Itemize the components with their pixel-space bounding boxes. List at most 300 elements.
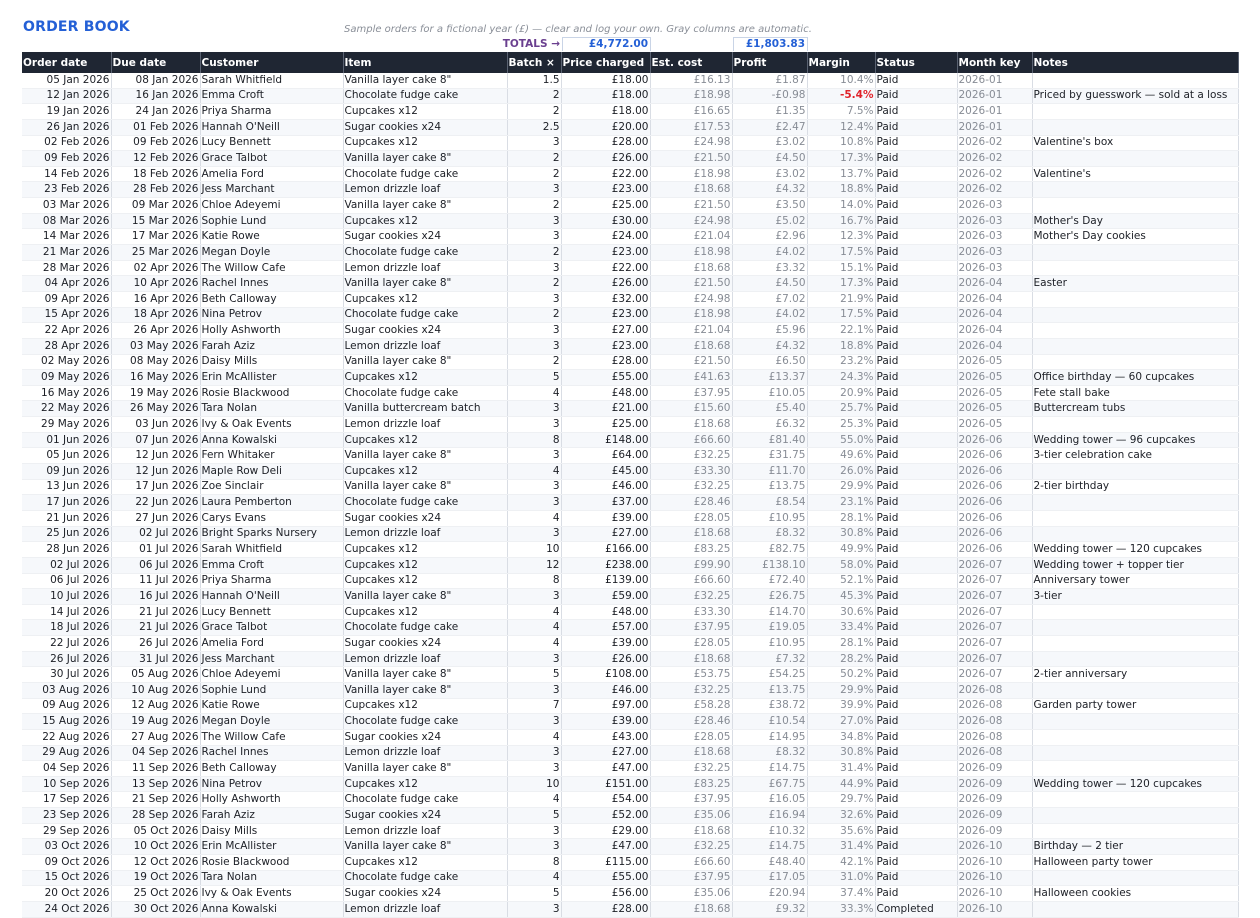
profit-cell[interactable]: £10.54: [732, 714, 807, 730]
est-cost-cell[interactable]: £58.28: [650, 698, 732, 714]
est-cost-cell[interactable]: £37.95: [650, 385, 732, 401]
margin-cell[interactable]: 17.5%: [807, 245, 875, 261]
margin-cell[interactable]: 30.8%: [807, 526, 875, 542]
item-cell[interactable]: Vanilla layer cake 8": [343, 761, 507, 777]
est-cost-cell[interactable]: £21.50: [650, 151, 732, 167]
notes-cell[interactable]: [1032, 714, 1238, 730]
status-cell[interactable]: Paid: [875, 432, 957, 448]
status-cell[interactable]: Paid: [875, 448, 957, 464]
est-cost-cell[interactable]: £37.95: [650, 870, 732, 886]
col-header-est-cost[interactable]: Est. cost: [650, 52, 732, 73]
batch-cell[interactable]: 4: [507, 792, 561, 808]
item-cell[interactable]: Sugar cookies x24: [343, 119, 507, 135]
due-date-cell[interactable]: 03 May 2026: [111, 338, 200, 354]
order-date-cell[interactable]: 18 Jul 2026: [22, 620, 111, 636]
batch-cell[interactable]: 4: [507, 604, 561, 620]
month-key-cell[interactable]: 2026-04: [957, 276, 1032, 292]
order-date-cell[interactable]: 09 May 2026: [22, 370, 111, 386]
order-date-cell[interactable]: 03 Mar 2026: [22, 198, 111, 214]
due-date-cell[interactable]: 26 May 2026: [111, 401, 200, 417]
est-cost-cell[interactable]: £32.25: [650, 589, 732, 605]
est-cost-cell[interactable]: £28.05: [650, 729, 732, 745]
batch-cell[interactable]: 5: [507, 886, 561, 902]
item-cell[interactable]: Vanilla layer cake 8": [343, 354, 507, 370]
margin-cell[interactable]: 21.9%: [807, 291, 875, 307]
notes-cell[interactable]: Mother's Day cookies: [1032, 229, 1238, 245]
margin-cell[interactable]: 18.8%: [807, 338, 875, 354]
due-date-cell[interactable]: 13 Sep 2026: [111, 776, 200, 792]
margin-cell[interactable]: 44.9%: [807, 776, 875, 792]
margin-cell[interactable]: 14.0%: [807, 198, 875, 214]
notes-cell[interactable]: 2-tier birthday: [1032, 479, 1238, 495]
item-cell[interactable]: Cupcakes x12: [343, 464, 507, 480]
margin-cell[interactable]: 7.5%: [807, 104, 875, 120]
notes-cell[interactable]: Priced by guesswork — sold at a loss: [1032, 88, 1238, 104]
order-date-cell[interactable]: 09 Aug 2026: [22, 698, 111, 714]
status-cell[interactable]: Paid: [875, 104, 957, 120]
customer-cell[interactable]: Fern Whitaker: [200, 448, 343, 464]
due-date-cell[interactable]: 27 Jun 2026: [111, 510, 200, 526]
profit-cell[interactable]: £3.02: [732, 166, 807, 182]
price-cell[interactable]: £64.00: [561, 448, 650, 464]
est-cost-cell[interactable]: £32.25: [650, 682, 732, 698]
margin-cell[interactable]: 17.3%: [807, 276, 875, 292]
profit-cell[interactable]: £38.72: [732, 698, 807, 714]
month-key-cell[interactable]: 2026-06: [957, 479, 1032, 495]
order-date-cell[interactable]: 10 Sep 2026: [22, 776, 111, 792]
price-cell[interactable]: £23.00: [561, 182, 650, 198]
due-date-cell[interactable]: 10 Apr 2026: [111, 276, 200, 292]
margin-cell[interactable]: 45.3%: [807, 589, 875, 605]
total-profit-cell[interactable]: £1,803.83: [733, 37, 808, 51]
est-cost-cell[interactable]: £35.06: [650, 886, 732, 902]
status-cell[interactable]: Paid: [875, 573, 957, 589]
item-cell[interactable]: Lemon drizzle loaf: [343, 338, 507, 354]
notes-cell[interactable]: [1032, 182, 1238, 198]
due-date-cell[interactable]: 12 Feb 2026: [111, 151, 200, 167]
notes-cell[interactable]: [1032, 198, 1238, 214]
order-date-cell[interactable]: 14 Feb 2026: [22, 166, 111, 182]
order-date-cell[interactable]: 12 Jan 2026: [22, 88, 111, 104]
customer-cell[interactable]: Chloe Adeyemi: [200, 667, 343, 683]
status-cell[interactable]: Paid: [875, 479, 957, 495]
batch-cell[interactable]: 4: [507, 729, 561, 745]
month-key-cell[interactable]: 2026-10: [957, 870, 1032, 886]
profit-cell[interactable]: £5.02: [732, 213, 807, 229]
price-cell[interactable]: £46.00: [561, 479, 650, 495]
customer-cell[interactable]: Rosie Blackwood: [200, 855, 343, 871]
customer-cell[interactable]: Hannah O'Neill: [200, 119, 343, 135]
item-cell[interactable]: Vanilla layer cake 8": [343, 839, 507, 855]
month-key-cell[interactable]: 2026-08: [957, 745, 1032, 761]
status-cell[interactable]: Paid: [875, 651, 957, 667]
notes-cell[interactable]: [1032, 526, 1238, 542]
status-cell[interactable]: Completed: [875, 901, 957, 917]
customer-cell[interactable]: Megan Doyle: [200, 245, 343, 261]
notes-cell[interactable]: Wedding tower + topper tier: [1032, 557, 1238, 573]
month-key-cell[interactable]: 2026-05: [957, 417, 1032, 433]
order-date-cell[interactable]: 15 Oct 2026: [22, 870, 111, 886]
due-date-cell[interactable]: 16 May 2026: [111, 370, 200, 386]
price-cell[interactable]: £27.00: [561, 323, 650, 339]
profit-cell[interactable]: £4.50: [732, 276, 807, 292]
order-date-cell[interactable]: 15 Aug 2026: [22, 714, 111, 730]
month-key-cell[interactable]: 2026-05: [957, 385, 1032, 401]
due-date-cell[interactable]: 08 Jan 2026: [111, 73, 200, 88]
margin-cell[interactable]: 27.0%: [807, 714, 875, 730]
total-price-cell[interactable]: £4,772.00: [562, 37, 651, 51]
price-cell[interactable]: £115.00: [561, 855, 650, 871]
month-key-cell[interactable]: 2026-04: [957, 291, 1032, 307]
notes-cell[interactable]: Buttercream tubs: [1032, 401, 1238, 417]
profit-cell[interactable]: £10.32: [732, 823, 807, 839]
notes-cell[interactable]: [1032, 260, 1238, 276]
order-date-cell[interactable]: 02 Jul 2026: [22, 557, 111, 573]
due-date-cell[interactable]: 12 Aug 2026: [111, 698, 200, 714]
customer-cell[interactable]: Tara Nolan: [200, 870, 343, 886]
price-cell[interactable]: £43.00: [561, 729, 650, 745]
customer-cell[interactable]: Jess Marchant: [200, 182, 343, 198]
status-cell[interactable]: Paid: [875, 855, 957, 871]
month-key-cell[interactable]: 2026-03: [957, 198, 1032, 214]
month-key-cell[interactable]: 2026-10: [957, 855, 1032, 871]
batch-cell[interactable]: 3: [507, 589, 561, 605]
customer-cell[interactable]: Anna Kowalski: [200, 432, 343, 448]
margin-cell[interactable]: 35.6%: [807, 823, 875, 839]
margin-cell[interactable]: 17.3%: [807, 151, 875, 167]
price-cell[interactable]: £48.00: [561, 385, 650, 401]
month-key-cell[interactable]: 2026-05: [957, 370, 1032, 386]
status-cell[interactable]: Paid: [875, 636, 957, 652]
profit-cell[interactable]: £8.32: [732, 526, 807, 542]
notes-cell[interactable]: [1032, 745, 1238, 761]
month-key-cell[interactable]: 2026-06: [957, 432, 1032, 448]
est-cost-cell[interactable]: £21.50: [650, 354, 732, 370]
margin-cell[interactable]: 25.7%: [807, 401, 875, 417]
status-cell[interactable]: Paid: [875, 135, 957, 151]
margin-cell[interactable]: 31.4%: [807, 839, 875, 855]
profit-cell[interactable]: £14.75: [732, 839, 807, 855]
customer-cell[interactable]: Anna Kowalski: [200, 901, 343, 917]
status-cell[interactable]: Paid: [875, 464, 957, 480]
month-key-cell[interactable]: 2026-03: [957, 245, 1032, 261]
profit-cell[interactable]: £7.02: [732, 291, 807, 307]
profit-cell[interactable]: £6.32: [732, 417, 807, 433]
col-header-notes[interactable]: Notes: [1032, 52, 1238, 73]
customer-cell[interactable]: Sophie Lund: [200, 682, 343, 698]
item-cell[interactable]: Sugar cookies x24: [343, 886, 507, 902]
price-cell[interactable]: £97.00: [561, 698, 650, 714]
due-date-cell[interactable]: 12 Jun 2026: [111, 448, 200, 464]
due-date-cell[interactable]: 06 Jul 2026: [111, 557, 200, 573]
due-date-cell[interactable]: 25 Oct 2026: [111, 886, 200, 902]
batch-cell[interactable]: 3: [507, 229, 561, 245]
notes-cell[interactable]: [1032, 823, 1238, 839]
status-cell[interactable]: Paid: [875, 417, 957, 433]
status-cell[interactable]: Paid: [875, 745, 957, 761]
profit-cell[interactable]: £10.95: [732, 510, 807, 526]
notes-cell[interactable]: [1032, 291, 1238, 307]
notes-cell[interactable]: Garden party tower: [1032, 698, 1238, 714]
notes-cell[interactable]: [1032, 682, 1238, 698]
est-cost-cell[interactable]: £18.68: [650, 260, 732, 276]
order-date-cell[interactable]: 09 Apr 2026: [22, 291, 111, 307]
month-key-cell[interactable]: 2026-03: [957, 260, 1032, 276]
notes-cell[interactable]: [1032, 761, 1238, 777]
price-cell[interactable]: £55.00: [561, 870, 650, 886]
col-header-month-key[interactable]: Month key: [957, 52, 1032, 73]
profit-cell[interactable]: £4.02: [732, 245, 807, 261]
notes-cell[interactable]: [1032, 510, 1238, 526]
order-date-cell[interactable]: 14 Mar 2026: [22, 229, 111, 245]
price-cell[interactable]: £24.00: [561, 229, 650, 245]
item-cell[interactable]: Vanilla layer cake 8": [343, 276, 507, 292]
status-cell[interactable]: Paid: [875, 510, 957, 526]
status-cell[interactable]: Paid: [875, 886, 957, 902]
order-date-cell[interactable]: 01 Jun 2026: [22, 432, 111, 448]
item-cell[interactable]: Chocolate fudge cake: [343, 245, 507, 261]
due-date-cell[interactable]: 16 Apr 2026: [111, 291, 200, 307]
item-cell[interactable]: Cupcakes x12: [343, 432, 507, 448]
est-cost-cell[interactable]: £66.60: [650, 573, 732, 589]
batch-cell[interactable]: 3: [507, 135, 561, 151]
due-date-cell[interactable]: 30 Oct 2026: [111, 901, 200, 917]
est-cost-cell[interactable]: £53.75: [650, 667, 732, 683]
est-cost-cell[interactable]: £17.53: [650, 119, 732, 135]
profit-cell[interactable]: £6.50: [732, 354, 807, 370]
est-cost-cell[interactable]: £32.25: [650, 479, 732, 495]
price-cell[interactable]: £28.00: [561, 901, 650, 917]
order-date-cell[interactable]: 03 Oct 2026: [22, 839, 111, 855]
notes-cell[interactable]: 3-tier celebration cake: [1032, 448, 1238, 464]
order-date-cell[interactable]: 09 Oct 2026: [22, 855, 111, 871]
due-date-cell[interactable]: 10 Oct 2026: [111, 839, 200, 855]
month-key-cell[interactable]: 2026-06: [957, 510, 1032, 526]
profit-cell[interactable]: £138.10: [732, 557, 807, 573]
batch-cell[interactable]: 1.5: [507, 73, 561, 88]
est-cost-cell[interactable]: £83.25: [650, 542, 732, 558]
batch-cell[interactable]: 8: [507, 432, 561, 448]
profit-cell[interactable]: £26.75: [732, 589, 807, 605]
est-cost-cell[interactable]: £18.68: [650, 901, 732, 917]
batch-cell[interactable]: 3: [507, 651, 561, 667]
batch-cell[interactable]: 3: [507, 401, 561, 417]
item-cell[interactable]: Chocolate fudge cake: [343, 620, 507, 636]
est-cost-cell[interactable]: £18.68: [650, 823, 732, 839]
price-cell[interactable]: £23.00: [561, 338, 650, 354]
price-cell[interactable]: £47.00: [561, 839, 650, 855]
order-date-cell[interactable]: 09 Feb 2026: [22, 151, 111, 167]
order-date-cell[interactable]: 02 Feb 2026: [22, 135, 111, 151]
status-cell[interactable]: Paid: [875, 776, 957, 792]
batch-cell[interactable]: 3: [507, 338, 561, 354]
due-date-cell[interactable]: 21 Sep 2026: [111, 792, 200, 808]
price-cell[interactable]: £47.00: [561, 761, 650, 777]
order-date-cell[interactable]: 21 Jun 2026: [22, 510, 111, 526]
notes-cell[interactable]: [1032, 417, 1238, 433]
item-cell[interactable]: Cupcakes x12: [343, 557, 507, 573]
order-date-cell[interactable]: 04 Apr 2026: [22, 276, 111, 292]
price-cell[interactable]: £22.00: [561, 166, 650, 182]
notes-cell[interactable]: Fete stall bake: [1032, 385, 1238, 401]
notes-cell[interactable]: Wedding tower — 120 cupcakes: [1032, 776, 1238, 792]
month-key-cell[interactable]: 2026-06: [957, 542, 1032, 558]
month-key-cell[interactable]: 2026-02: [957, 135, 1032, 151]
order-date-cell[interactable]: 25 Jun 2026: [22, 526, 111, 542]
batch-cell[interactable]: 4: [507, 464, 561, 480]
batch-cell[interactable]: 2: [507, 245, 561, 261]
margin-cell[interactable]: 23.2%: [807, 354, 875, 370]
margin-cell[interactable]: 33.3%: [807, 901, 875, 917]
due-date-cell[interactable]: 08 May 2026: [111, 354, 200, 370]
status-cell[interactable]: Paid: [875, 323, 957, 339]
item-cell[interactable]: Vanilla layer cake 8": [343, 479, 507, 495]
price-cell[interactable]: £28.00: [561, 354, 650, 370]
order-date-cell[interactable]: 09 Jun 2026: [22, 464, 111, 480]
profit-cell[interactable]: £16.94: [732, 808, 807, 824]
due-date-cell[interactable]: 25 Mar 2026: [111, 245, 200, 261]
batch-cell[interactable]: 3: [507, 495, 561, 511]
item-cell[interactable]: Cupcakes x12: [343, 135, 507, 151]
due-date-cell[interactable]: 17 Mar 2026: [111, 229, 200, 245]
est-cost-cell[interactable]: £21.04: [650, 229, 732, 245]
est-cost-cell[interactable]: £33.30: [650, 604, 732, 620]
item-cell[interactable]: Lemon drizzle loaf: [343, 417, 507, 433]
margin-cell[interactable]: 58.0%: [807, 557, 875, 573]
month-key-cell[interactable]: 2026-07: [957, 604, 1032, 620]
notes-cell[interactable]: Wedding tower — 96 cupcakes: [1032, 432, 1238, 448]
profit-cell[interactable]: £3.02: [732, 135, 807, 151]
margin-cell[interactable]: 24.3%: [807, 370, 875, 386]
due-date-cell[interactable]: 01 Feb 2026: [111, 119, 200, 135]
due-date-cell[interactable]: 11 Jul 2026: [111, 573, 200, 589]
due-date-cell[interactable]: 18 Apr 2026: [111, 307, 200, 323]
month-key-cell[interactable]: 2026-03: [957, 213, 1032, 229]
margin-cell[interactable]: 23.1%: [807, 495, 875, 511]
batch-cell[interactable]: 3: [507, 213, 561, 229]
month-key-cell[interactable]: 2026-08: [957, 729, 1032, 745]
customer-cell[interactable]: Beth Calloway: [200, 291, 343, 307]
item-cell[interactable]: Sugar cookies x24: [343, 510, 507, 526]
status-cell[interactable]: Paid: [875, 526, 957, 542]
order-date-cell[interactable]: 28 Mar 2026: [22, 260, 111, 276]
notes-cell[interactable]: Halloween cookies: [1032, 886, 1238, 902]
batch-cell[interactable]: 2: [507, 198, 561, 214]
profit-cell[interactable]: £8.54: [732, 495, 807, 511]
customer-cell[interactable]: Rachel Innes: [200, 276, 343, 292]
customer-cell[interactable]: Lucy Bennett: [200, 604, 343, 620]
margin-cell[interactable]: 42.1%: [807, 855, 875, 871]
price-cell[interactable]: £18.00: [561, 88, 650, 104]
customer-cell[interactable]: Bright Sparks Nursery: [200, 526, 343, 542]
item-cell[interactable]: Cupcakes x12: [343, 698, 507, 714]
margin-cell[interactable]: 28.1%: [807, 510, 875, 526]
price-cell[interactable]: £26.00: [561, 151, 650, 167]
customer-cell[interactable]: Daisy Mills: [200, 354, 343, 370]
order-date-cell[interactable]: 29 Sep 2026: [22, 823, 111, 839]
item-cell[interactable]: Lemon drizzle loaf: [343, 745, 507, 761]
order-date-cell[interactable]: 23 Sep 2026: [22, 808, 111, 824]
order-date-cell[interactable]: 05 Jun 2026: [22, 448, 111, 464]
item-cell[interactable]: Sugar cookies x24: [343, 229, 507, 245]
est-cost-cell[interactable]: £21.04: [650, 323, 732, 339]
price-cell[interactable]: £56.00: [561, 886, 650, 902]
item-cell[interactable]: Cupcakes x12: [343, 776, 507, 792]
profit-cell[interactable]: £14.70: [732, 604, 807, 620]
profit-cell[interactable]: -£0.98: [732, 88, 807, 104]
item-cell[interactable]: Cupcakes x12: [343, 573, 507, 589]
est-cost-cell[interactable]: £66.60: [650, 855, 732, 871]
margin-cell[interactable]: 55.0%: [807, 432, 875, 448]
margin-cell[interactable]: 10.8%: [807, 135, 875, 151]
order-date-cell[interactable]: 21 Mar 2026: [22, 245, 111, 261]
margin-cell[interactable]: 10.4%: [807, 73, 875, 88]
due-date-cell[interactable]: 07 Jun 2026: [111, 432, 200, 448]
month-key-cell[interactable]: 2026-09: [957, 761, 1032, 777]
margin-cell[interactable]: 25.3%: [807, 417, 875, 433]
status-cell[interactable]: Paid: [875, 714, 957, 730]
col-header-due-date[interactable]: Due date: [111, 52, 200, 73]
batch-cell[interactable]: 3: [507, 761, 561, 777]
customer-cell[interactable]: Holly Ashworth: [200, 323, 343, 339]
customer-cell[interactable]: Daisy Mills: [200, 823, 343, 839]
status-cell[interactable]: Paid: [875, 870, 957, 886]
est-cost-cell[interactable]: £37.95: [650, 792, 732, 808]
month-key-cell[interactable]: 2026-06: [957, 526, 1032, 542]
batch-cell[interactable]: 3: [507, 291, 561, 307]
col-header-order-date[interactable]: Order date: [22, 52, 111, 73]
month-key-cell[interactable]: 2026-08: [957, 714, 1032, 730]
month-key-cell[interactable]: 2026-07: [957, 557, 1032, 573]
month-key-cell[interactable]: 2026-04: [957, 338, 1032, 354]
notes-cell[interactable]: Valentine's box: [1032, 135, 1238, 151]
batch-cell[interactable]: 3: [507, 323, 561, 339]
due-date-cell[interactable]: 19 Aug 2026: [111, 714, 200, 730]
customer-cell[interactable]: Jess Marchant: [200, 651, 343, 667]
price-cell[interactable]: £26.00: [561, 651, 650, 667]
order-date-cell[interactable]: 17 Jun 2026: [22, 495, 111, 511]
item-cell[interactable]: Chocolate fudge cake: [343, 307, 507, 323]
notes-cell[interactable]: [1032, 119, 1238, 135]
month-key-cell[interactable]: 2026-09: [957, 808, 1032, 824]
est-cost-cell[interactable]: £15.60: [650, 401, 732, 417]
batch-cell[interactable]: 3: [507, 901, 561, 917]
price-cell[interactable]: £27.00: [561, 526, 650, 542]
price-cell[interactable]: £108.00: [561, 667, 650, 683]
est-cost-cell[interactable]: £18.68: [650, 651, 732, 667]
month-key-cell[interactable]: 2026-07: [957, 573, 1032, 589]
item-cell[interactable]: Lemon drizzle loaf: [343, 182, 507, 198]
notes-cell[interactable]: Easter: [1032, 276, 1238, 292]
item-cell[interactable]: Sugar cookies x24: [343, 636, 507, 652]
item-cell[interactable]: Vanilla layer cake 8": [343, 151, 507, 167]
customer-cell[interactable]: Beth Calloway: [200, 761, 343, 777]
notes-cell[interactable]: [1032, 792, 1238, 808]
order-date-cell[interactable]: 23 Feb 2026: [22, 182, 111, 198]
profit-cell[interactable]: £8.32: [732, 745, 807, 761]
due-date-cell[interactable]: 22 Jun 2026: [111, 495, 200, 511]
batch-cell[interactable]: 4: [507, 870, 561, 886]
status-cell[interactable]: Paid: [875, 698, 957, 714]
batch-cell[interactable]: 3: [507, 526, 561, 542]
est-cost-cell[interactable]: £99.90: [650, 557, 732, 573]
status-cell[interactable]: Paid: [875, 166, 957, 182]
item-cell[interactable]: Sugar cookies x24: [343, 323, 507, 339]
est-cost-cell[interactable]: £18.98: [650, 245, 732, 261]
batch-cell[interactable]: 3: [507, 682, 561, 698]
margin-cell[interactable]: 18.8%: [807, 182, 875, 198]
order-date-cell[interactable]: 17 Sep 2026: [22, 792, 111, 808]
